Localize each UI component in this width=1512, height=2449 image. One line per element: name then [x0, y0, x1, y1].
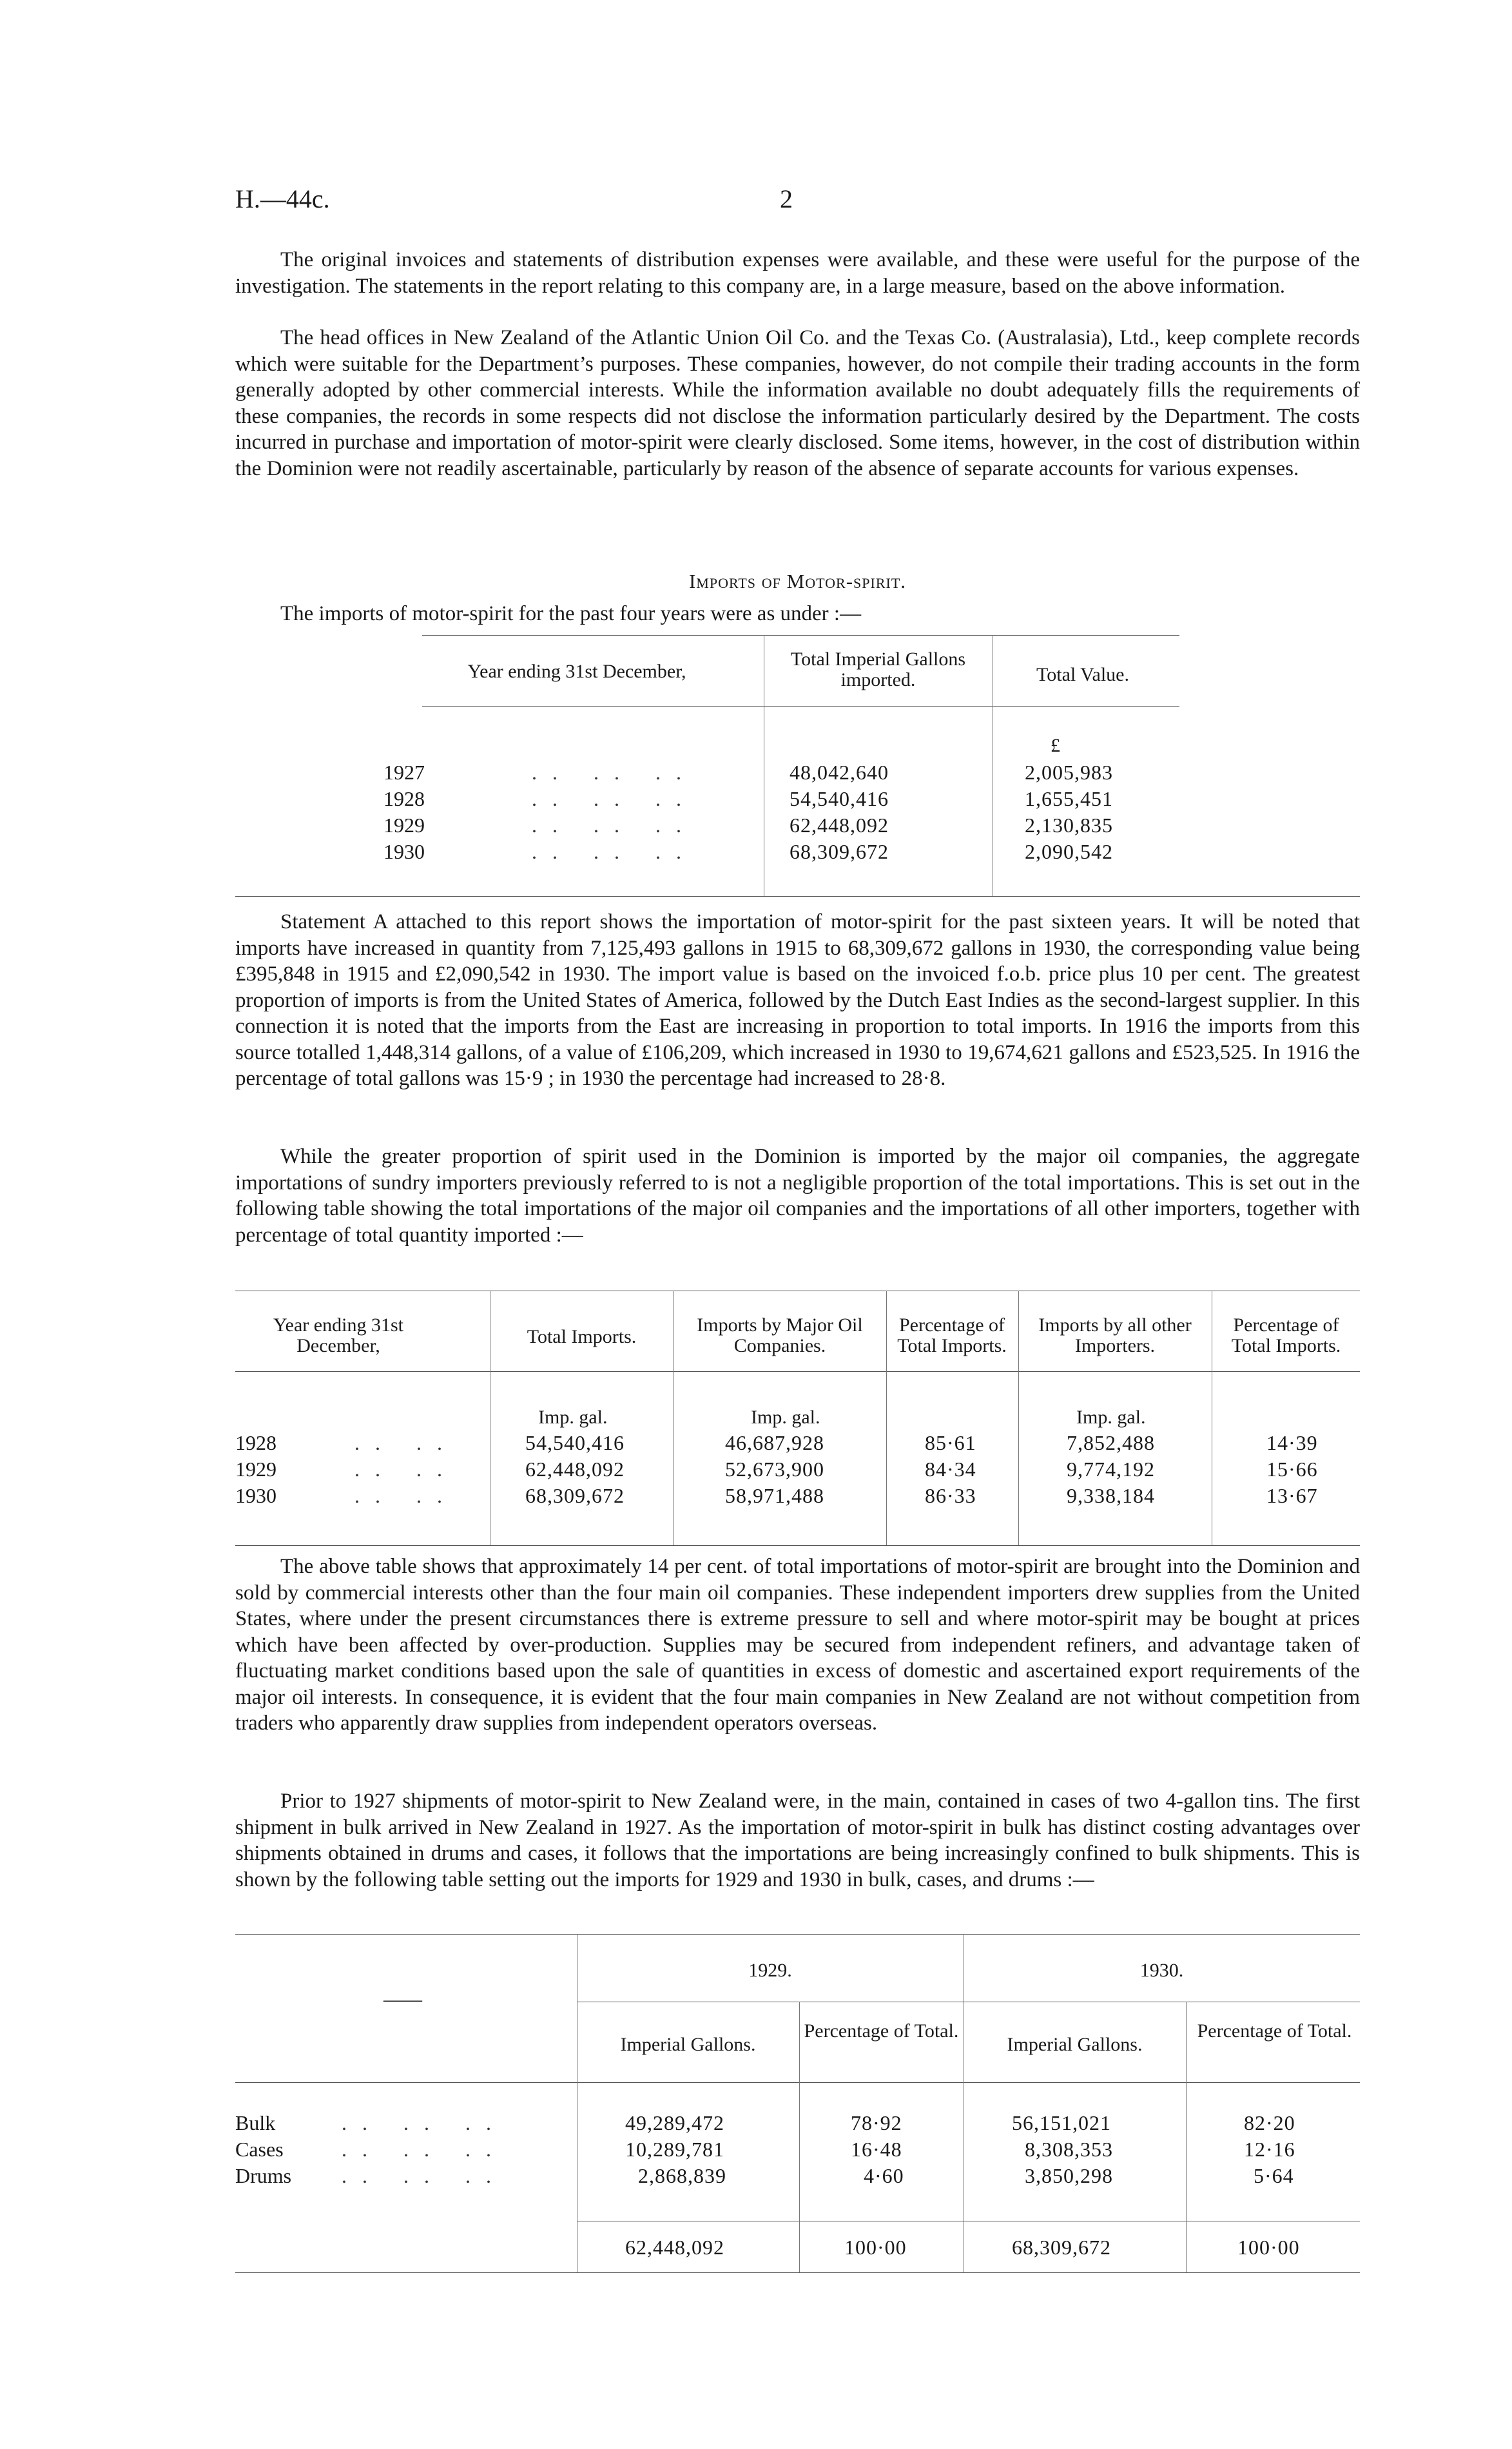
- table-row: 1930 .. .. 68,309,672 58,971,488 86·33 9,338,184 13·67: [235, 1484, 1318, 1507]
- unit-label: Imp. gal.: [751, 1407, 820, 1428]
- row-gallons: 48,042,640: [790, 761, 889, 784]
- row-pct-1930: 12·16: [1244, 2138, 1295, 2161]
- row-other: 9,774,192: [1067, 1458, 1155, 1481]
- row-pct-1930: 82·20: [1244, 2111, 1295, 2134]
- row-gallons: 68,309,672: [790, 840, 889, 863]
- col-header-gallons-1929: Imperial Gallons.: [620, 2034, 756, 2055]
- col-header-pct-1929: Percentage of Total.: [804, 2020, 959, 2042]
- unit-label: Imp. gal.: [1076, 1407, 1146, 1428]
- unit-label: Imp. gal.: [538, 1407, 608, 1428]
- year-1930-header: 1930.: [1139, 1960, 1184, 1981]
- paragraph-1: The original invoices and statements of distribution expenses were available, and these were useful for the purpose of the investigation. The statements in the report relating to this company are, in a large measure, based on the above information.: [235, 248, 1360, 298]
- row-year: 1930: [383, 840, 425, 863]
- table-row: Bulk .. .. .. 49,289,472 78·92 56,151,021 82·20: [235, 2111, 1295, 2134]
- col-header-gallons-1930: Imperial Gallons.: [1007, 2034, 1143, 2055]
- row-other: 7,852,488: [1067, 1431, 1155, 1454]
- row-label: Bulk: [235, 2111, 276, 2134]
- table-row: Drums .. .. .. 2,868,839 4·60 3,850,298 5·64: [235, 2164, 1294, 2187]
- row-pct-1930: 5·64: [1254, 2164, 1294, 2187]
- row-year: 1928: [383, 787, 425, 810]
- imports-table: [235, 635, 1360, 906]
- col-header-year: Year ending 31st December,: [273, 1314, 403, 1356]
- row-total: 68,309,672: [525, 1484, 625, 1507]
- row-other-pct: 14·39: [1266, 1431, 1318, 1454]
- paragraph-3: The imports of motor-spirit for the past four years were as under :—: [280, 602, 862, 625]
- col-header-gallons: Total Imperial Gallons imported.: [790, 649, 966, 690]
- col-header-pct-1930: Percentage of Total.: [1197, 2020, 1352, 2042]
- importers-table: [235, 1291, 1360, 1548]
- paragraph-7: Prior to 1927 shipments of motor-spirit to New Zealand were, in the main, contained in cases of two 4-gallon tins. The first shipment in bulk arrived in New Zealand in 1927. As the importation of motor-spirit in bulk has distinct costing advantages over shipments obtained in drums and cases, it follows that the importations are being increasingly confined to bulk shipments. This is shown by the following table setting out the imports for 1929 and 1930 in bulk, cases, and drums :—: [235, 1790, 1360, 1891]
- total-gallons-1929: 62,448,092: [625, 2236, 724, 2259]
- row-gallons: 62,448,092: [790, 814, 889, 837]
- page-number: 2: [780, 184, 793, 213]
- col-header-major: Imports by Major Oil Companies.: [697, 1314, 863, 1356]
- row-label: Drums: [235, 2164, 292, 2187]
- paragraph-6: The above table shows that approximately 14 per cent. of total importations of motor-spirit are brought into the Dominion and sold by commercial interests other than the four main oil companies. These independent importers drew supplies from the United States, where under the present circumstances there is extreme pressure to sell and where motor-spirit may be bought at prices which have been affected by over-production. Supplies may be secured from independent refiners, and advantage taken of fluctuating market conditions based upon the sale of quantities in excess of domestic and ascertained export requirements of the major oil interests. In consequence, it is evident that the four main companies in New Zealand are not without competition from traders who apparently draw supplies from independent operators overseas.: [235, 1555, 1360, 1735]
- stub-dash: ——: [383, 1989, 422, 2010]
- row-major-pct: 86·33: [925, 1484, 976, 1507]
- table-row: 1929 .. .. 62,448,092 52,673,900 84·34 9,774,192 15·66: [235, 1458, 1318, 1481]
- row-year: 1928: [235, 1431, 276, 1454]
- value-unit: £: [1051, 735, 1060, 756]
- row-other-pct: 13·67: [1266, 1484, 1318, 1507]
- total-pct-1929: 100·00: [844, 2236, 907, 2259]
- table-row: 1929 .. .. .. 62,448,092 2,130,835: [383, 814, 1113, 837]
- row-major: 52,673,900: [725, 1458, 824, 1481]
- row-major-pct: 84·34: [925, 1458, 976, 1481]
- row-value: 2,090,542: [1025, 840, 1113, 863]
- table-row: 1930 .. .. .. 68,309,672 2,090,542: [383, 840, 1113, 863]
- row-total: 54,540,416: [525, 1431, 625, 1454]
- col-header-value: Total Value.: [1036, 664, 1129, 685]
- col-header-major-pct: Percentage of Total Imports.: [897, 1314, 1007, 1356]
- total-pct-1930: 100·00: [1237, 2236, 1300, 2259]
- row-year: 1929: [235, 1458, 276, 1481]
- row-gallons-1930: 8,308,353: [1025, 2138, 1113, 2161]
- totals-row: [235, 2236, 1360, 2261]
- paragraph-5: While the greater proportion of spirit used in the Dominion is imported by the major oil companies, the aggregate importations of sundry importers previously referred to is not a negligible proportion of the total importations. This is set out in the following table showing the total importations of the major oil companies and the importations of all other importers, together with percentage of total quantity imported :—: [235, 1145, 1360, 1247]
- section-heading: Imports of Motor-spirit.: [688, 570, 907, 592]
- row-major: 58,971,488: [725, 1484, 824, 1507]
- row-gallons-1930: 56,151,021: [1012, 2111, 1111, 2134]
- shipment-type-table: [235, 1934, 1360, 2276]
- row-other: 9,338,184: [1067, 1484, 1155, 1507]
- row-major-pct: 85·61: [925, 1431, 976, 1454]
- total-gallons-1930: 68,309,672: [1012, 2236, 1111, 2259]
- row-value: 2,130,835: [1025, 814, 1113, 837]
- document-reference: H.—44c.: [235, 184, 330, 213]
- col-header-year: Year ending 31st December,: [467, 661, 686, 682]
- row-year: 1927: [383, 761, 425, 784]
- row-total: 62,448,092: [525, 1458, 625, 1481]
- table-row: 1928 .. .. 54,540,416 46,687,928 85·61 7,852,488 14·39: [235, 1431, 1318, 1454]
- col-header-other: Imports by all other Importers.: [1038, 1314, 1192, 1356]
- row-gallons-1929: 2,868,839: [638, 2164, 726, 2187]
- page-header: [235, 184, 1360, 222]
- col-header-other-pct: Percentage of Total Imports.: [1231, 1314, 1341, 1356]
- row-label: Cases: [235, 2138, 284, 2161]
- row-pct-1929: 16·48: [851, 2138, 902, 2161]
- row-other-pct: 15·66: [1266, 1458, 1318, 1481]
- row-gallons-1929: 10,289,781: [625, 2138, 724, 2161]
- paragraph-4: Statement A attached to this report shows the importation of motor-spirit for the past sixteen years. It will be noted that imports have increased in quantity from 7,125,493 gallons in 1915 to 68,309,672 gallons in 1930, the corresponding value being £395,848 in 1915 and £2,090,542 in 1930. The import value is based on the invoiced f.o.b. price plus 10 per cent. The greatest proportion of imports is from the United States of America, followed by the Dutch East Indies as the second-largest supplier. In this connection it is noted that the imports from the East are increasing in proportion to total imports. In 1916 the imports from this source totalled 1,448,314 gallons, of a value of £106,209, which increased in 1930 to 19,674,621 gallons and £523,525. In 1916 the percentage of total gallons was 15·9 ; in 1930 the percentage had increased to 28·8.: [235, 910, 1360, 1090]
- paragraph-2: The head offices in New Zealand of the Atlantic Union Oil Co. and the Texas Co. (Australasia), Ltd., keep complete records which were suitable for the Department’s purposes. These companies, however, do not compile their trading accounts in the form generally adopted by other commercial interests. While the information available no doubt adequately fills the requirements of these companies, the records in some respects did not disclose the information particularly desired by the Department. The costs incurred in purchase and importation of motor-spirit were clearly disclosed. Some items, however, in the cost of distribution within the Dominion were not readily ascertainable, particularly by reason of the absence of separate accounts for various expenses.: [235, 326, 1360, 480]
- row-year: 1930: [235, 1484, 276, 1507]
- row-pct-1929: 4·60: [864, 2164, 904, 2187]
- row-pct-1929: 78·92: [851, 2111, 902, 2134]
- table-row: 1927 .. .. .. 48,042,640 2,005,983: [383, 761, 1113, 784]
- col-header-total: Total Imports.: [527, 1326, 637, 1347]
- row-value: 2,005,983: [1025, 761, 1113, 784]
- row-major: 46,687,928: [725, 1431, 824, 1454]
- row-year: 1929: [383, 814, 425, 837]
- row-gallons-1929: 49,289,472: [625, 2111, 724, 2134]
- row-value: 1,655,451: [1025, 787, 1113, 810]
- table-row: Cases .. .. .. 10,289,781 16·48 8,308,353 12·16: [235, 2138, 1295, 2161]
- year-1929-header: 1929.: [748, 1960, 792, 1981]
- row-gallons: 54,540,416: [790, 787, 889, 810]
- table-row: 1928 .. .. .. 54,540,416 1,655,451: [383, 787, 1113, 810]
- row-gallons-1930: 3,850,298: [1025, 2164, 1113, 2187]
